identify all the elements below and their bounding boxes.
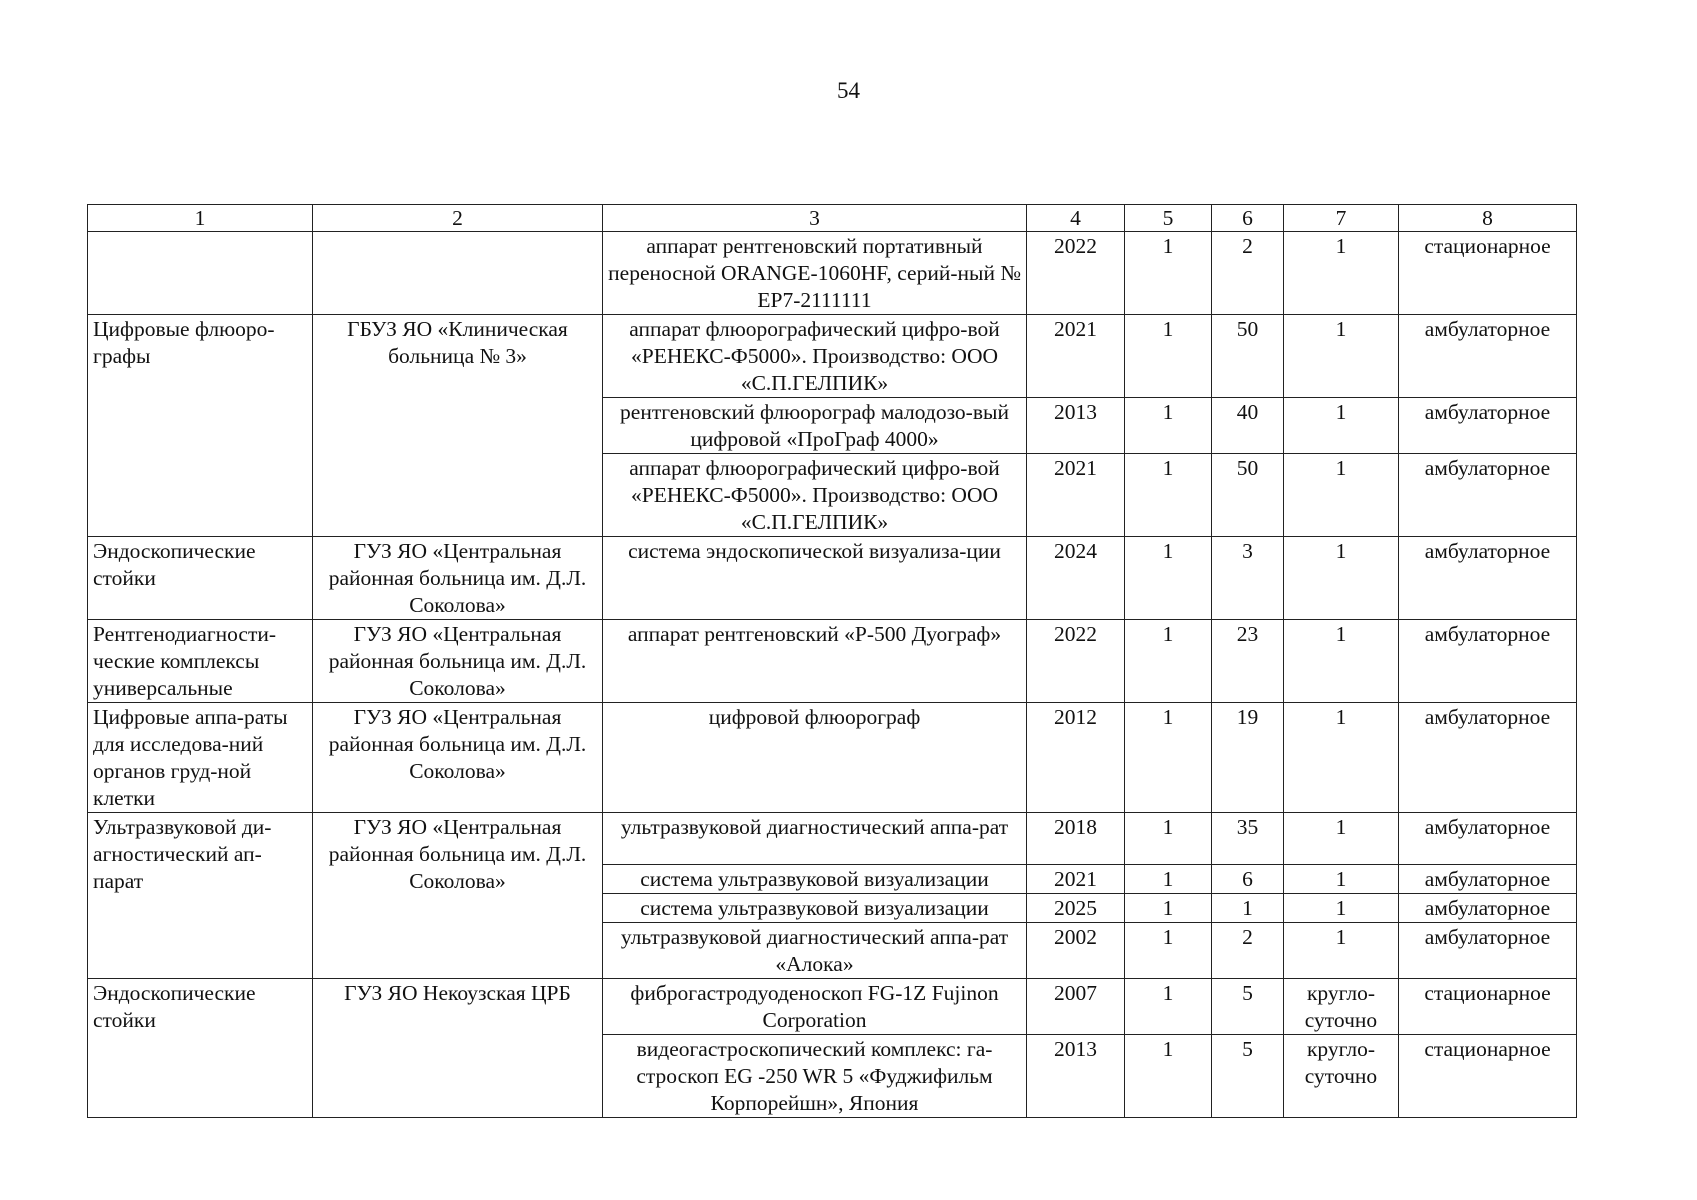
col5-cell: 1 — [1125, 865, 1212, 894]
col8-cell: амбулаторное — [1399, 537, 1577, 620]
col6-cell: 5 — [1212, 1035, 1284, 1118]
col5-cell: 1 — [1125, 894, 1212, 923]
year-cell: 2024 — [1027, 537, 1125, 620]
column-header: 4 — [1027, 205, 1125, 232]
device-cell: фиброгастродуоденоскоп FG-1Z Fujinon Corporation — [603, 979, 1027, 1035]
device-cell: система ультразвуковой визуализации — [603, 865, 1027, 894]
col6-cell: 35 — [1212, 813, 1284, 865]
organization-cell: ГУЗ ЯО «Центральная районная больница им. Д.Л. Соколова» — [313, 703, 603, 813]
device-cell: система эндоскопической визуализа-ции — [603, 537, 1027, 620]
column-header: 6 — [1212, 205, 1284, 232]
category-cell: Эндоскопические стойки — [88, 537, 313, 620]
organization-cell: ГУЗ ЯО Некоузская ЦРБ — [313, 979, 603, 1118]
col8-cell: стационарное — [1399, 232, 1577, 315]
year-cell: 2021 — [1027, 315, 1125, 398]
category-cell: Эндоскопические стойки — [88, 979, 313, 1118]
category-cell: Рентгенодиагности-ческие комплексы универсальные — [88, 620, 313, 703]
column-header: 1 — [88, 205, 313, 232]
device-cell: аппарат флюорографический цифро-вой «РЕНЕКС-Ф5000». Производство: ООО «С.П.ГЕЛПИК» — [603, 315, 1027, 398]
category-cell: Ультразвуковой ди-агностический ап-парат — [88, 813, 313, 979]
header-row — [88, 205, 1577, 232]
organization-cell: ГУЗ ЯО «Центральная районная больница им. Д.Л. Соколова» — [313, 813, 603, 979]
col6-cell: 3 — [1212, 537, 1284, 620]
col7-cell: 1 — [1284, 865, 1399, 894]
year-cell: 2002 — [1027, 923, 1125, 979]
table-row — [88, 703, 1577, 813]
page-number: 54 — [837, 78, 860, 103]
table-row — [88, 620, 1577, 703]
device-cell: аппарат флюорографический цифро-вой «РЕНЕКС-Ф5000». Производство: ООО «С.П.ГЕЛПИК» — [603, 454, 1027, 537]
col5-cell: 1 — [1125, 537, 1212, 620]
col6-cell: 1 — [1212, 894, 1284, 923]
col5-cell: 1 — [1125, 979, 1212, 1035]
col6-cell: 5 — [1212, 979, 1284, 1035]
category-cell: Цифровые аппа-раты для исследова-ний органов груд-ной клетки — [88, 703, 313, 813]
year-cell: 2025 — [1027, 894, 1125, 923]
col7-cell: 1 — [1284, 315, 1399, 398]
col5-cell: 1 — [1125, 315, 1212, 398]
col5-cell: 1 — [1125, 1035, 1212, 1118]
device-cell: рентгеновский флюорограф малодозо-вый цифровой «ПроГраф 4000» — [603, 398, 1027, 454]
table-row — [88, 813, 1577, 865]
col6-cell: 23 — [1212, 620, 1284, 703]
col5-cell: 1 — [1125, 813, 1212, 865]
col8-cell: амбулаторное — [1399, 398, 1577, 454]
col7-cell: 1 — [1284, 894, 1399, 923]
organization-cell — [313, 232, 603, 315]
table-row — [88, 537, 1577, 620]
col7-cell: 1 — [1284, 232, 1399, 315]
column-header: 3 — [603, 205, 1027, 232]
col7-cell: 1 — [1284, 703, 1399, 813]
organization-cell: ГБУЗ ЯО «Клиническая больница № 3» — [313, 315, 603, 537]
year-cell: 2007 — [1027, 979, 1125, 1035]
col8-cell: амбулаторное — [1399, 315, 1577, 398]
device-cell: система ультразвуковой визуализации — [603, 894, 1027, 923]
organization-cell: ГУЗ ЯО «Центральная районная больница им. Д.Л. Соколова» — [313, 620, 603, 703]
col5-cell: 1 — [1125, 232, 1212, 315]
col8-cell: амбулаторное — [1399, 813, 1577, 865]
col8-cell: амбулаторное — [1399, 703, 1577, 813]
col5-cell: 1 — [1125, 398, 1212, 454]
year-cell: 2013 — [1027, 398, 1125, 454]
col8-cell: амбулаторное — [1399, 620, 1577, 703]
col5-cell: 1 — [1125, 923, 1212, 979]
category-cell — [88, 232, 313, 315]
col6-cell: 19 — [1212, 703, 1284, 813]
device-cell: аппарат рентгеновский «Р-500 Дуограф» — [603, 620, 1027, 703]
col6-cell: 6 — [1212, 865, 1284, 894]
col8-cell: амбулаторное — [1399, 454, 1577, 537]
col7-cell: 1 — [1284, 454, 1399, 537]
col8-cell: стационарное — [1399, 979, 1577, 1035]
device-cell: ультразвуковой диагностический аппа-рат «Алока» — [603, 923, 1027, 979]
col6-cell: 50 — [1212, 454, 1284, 537]
col8-cell: амбулаторное — [1399, 894, 1577, 923]
col7-cell: 1 — [1284, 398, 1399, 454]
col5-cell: 1 — [1125, 703, 1212, 813]
col6-cell: 50 — [1212, 315, 1284, 398]
device-cell: ультразвуковой диагностический аппа-рат — [603, 813, 1027, 865]
year-cell: 2021 — [1027, 454, 1125, 537]
col8-cell: стационарное — [1399, 1035, 1577, 1118]
table-row — [88, 979, 1577, 1035]
column-header: 5 — [1125, 205, 1212, 232]
column-header: 7 — [1284, 205, 1399, 232]
col6-cell: 40 — [1212, 398, 1284, 454]
col8-cell: амбулаторное — [1399, 923, 1577, 979]
col7-cell: 1 — [1284, 620, 1399, 703]
device-cell: цифровой флюорограф — [603, 703, 1027, 813]
col7-cell: 1 — [1284, 923, 1399, 979]
col5-cell: 1 — [1125, 454, 1212, 537]
year-cell: 2013 — [1027, 1035, 1125, 1118]
col6-cell: 2 — [1212, 232, 1284, 315]
year-cell: 2012 — [1027, 703, 1125, 813]
year-cell: 2018 — [1027, 813, 1125, 865]
table-row — [88, 315, 1577, 398]
equipment-table — [87, 204, 1577, 1118]
device-cell: аппарат рентгеновский портативный переносной ORANGE-1060HF, серий-ный № EP7-2111111 — [603, 232, 1027, 315]
col5-cell: 1 — [1125, 620, 1212, 703]
col7-cell: кругло-суточно — [1284, 1035, 1399, 1118]
col7-cell: 1 — [1284, 813, 1399, 865]
col8-cell: амбулаторное — [1399, 865, 1577, 894]
year-cell: 2022 — [1027, 232, 1125, 315]
table-row — [88, 232, 1577, 315]
column-header: 8 — [1399, 205, 1577, 232]
organization-cell: ГУЗ ЯО «Центральная районная больница им. Д.Л. Соколова» — [313, 537, 603, 620]
device-cell: видеогастроскопический комплекс: га-строскоп EG -250 WR 5 «Фуджифильм Корпорейшн», Япония — [603, 1035, 1027, 1118]
col7-cell: кругло-суточно — [1284, 979, 1399, 1035]
col6-cell: 2 — [1212, 923, 1284, 979]
column-header: 2 — [313, 205, 603, 232]
year-cell: 2022 — [1027, 620, 1125, 703]
year-cell: 2021 — [1027, 865, 1125, 894]
col7-cell: 1 — [1284, 537, 1399, 620]
category-cell: Цифровые флюоро-графы — [88, 315, 313, 537]
